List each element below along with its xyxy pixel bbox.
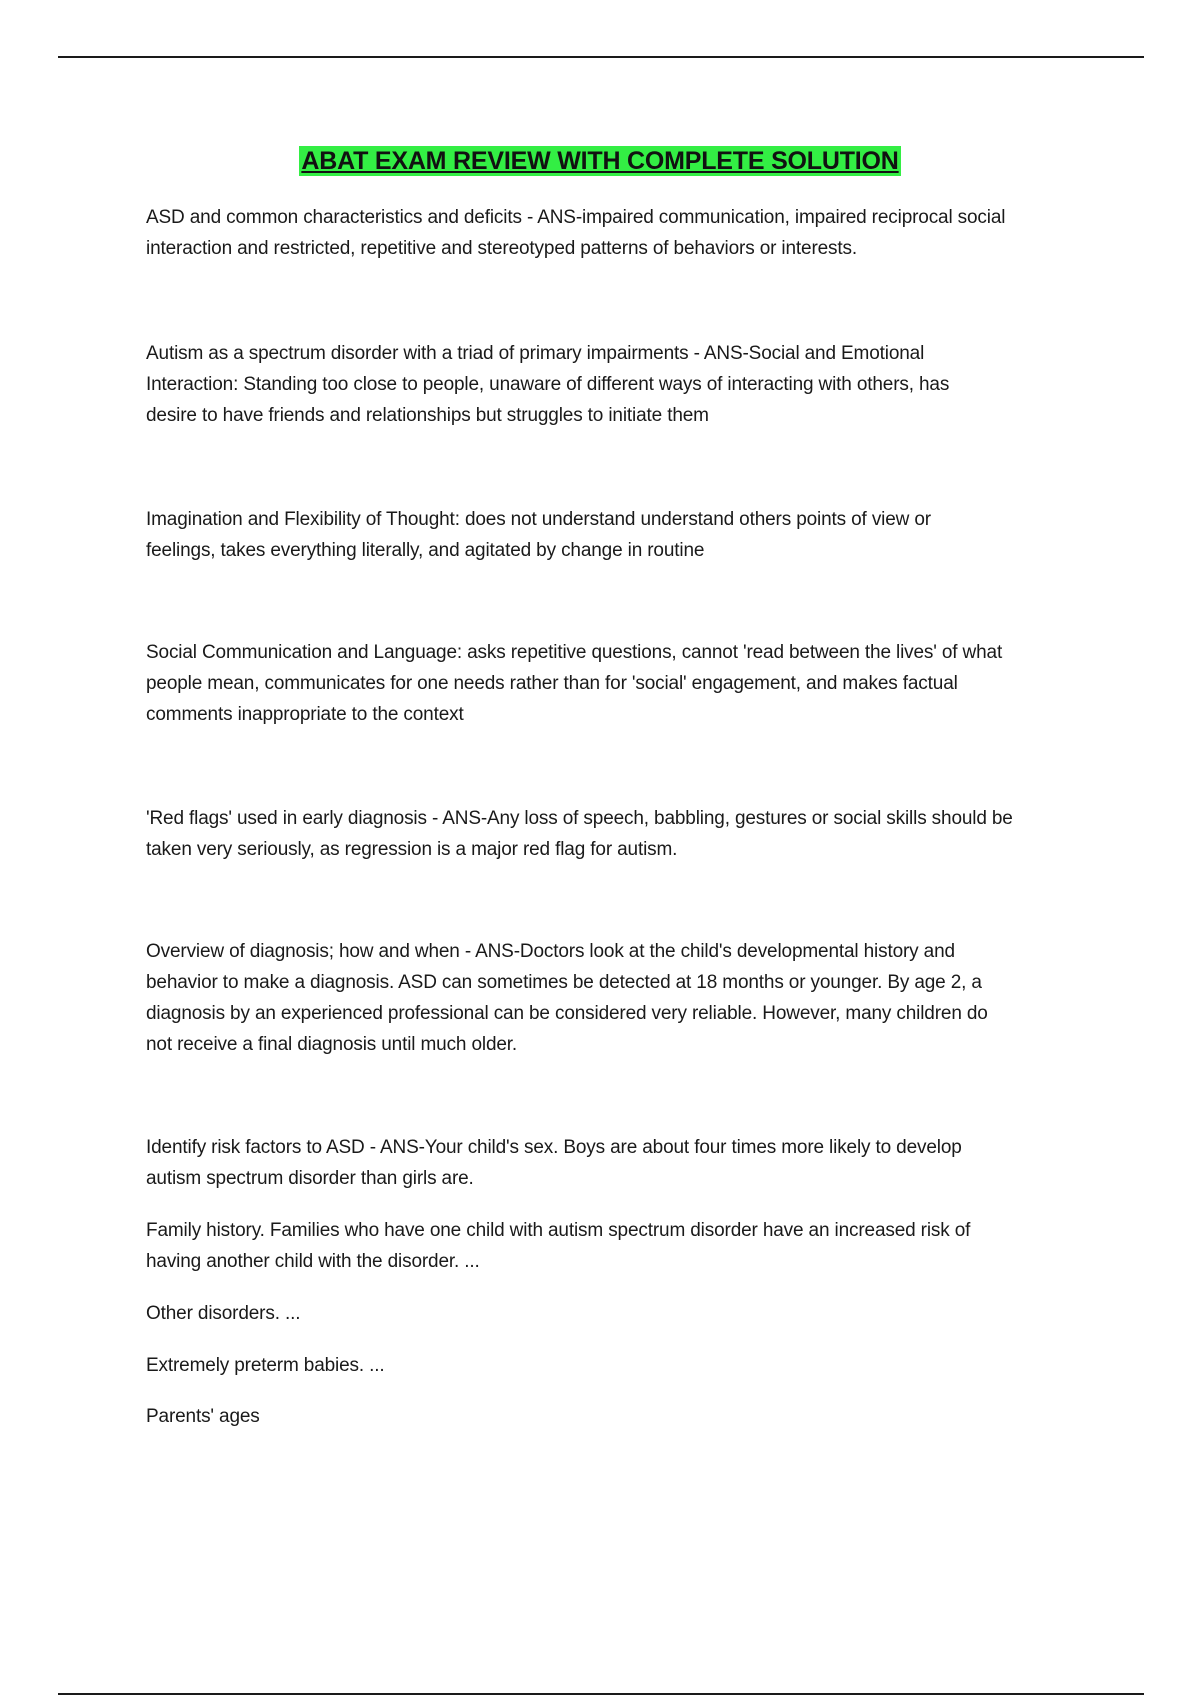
text-line: Identify risk factors to ASD - ANS-Your child's sex. Boys are about four times more likely to develop xyxy=(146,1137,962,1158)
text-line: autism spectrum disorder than girls are. xyxy=(146,1168,474,1189)
text-line: not receive a final diagnosis until much older. xyxy=(146,1034,518,1055)
paragraph-other-disorders xyxy=(146,1298,1086,1329)
paragraph-asd-characteristics xyxy=(146,202,1086,264)
text-line: desire to have friends and relationships but struggles to initiate them xyxy=(146,405,709,426)
paragraph-imagination xyxy=(146,504,1086,566)
text-line: Autism as a spectrum disorder with a triad of primary impairments - ANS-Social and Emotional xyxy=(146,343,925,364)
paragraph-preterm-babies xyxy=(146,1350,1086,1381)
text-line: Other disorders. ... xyxy=(146,1303,301,1324)
text-line: Imagination and Flexibility of Thought: does not understand understand others points of view or xyxy=(146,509,931,530)
paragraph-diagnosis-overview xyxy=(146,936,1086,1060)
text-line: Parents' ages xyxy=(146,1406,260,1427)
footer-rule xyxy=(58,1693,1144,1695)
document-title: ABAT EXAM REVIEW WITH COMPLETE SOLUTION xyxy=(301,147,899,175)
paragraph-family-history xyxy=(146,1215,1086,1277)
text-line: 'Red flags' used in early diagnosis - ANS-Any loss of speech, babbling, gestures or social skills should be xyxy=(146,808,1013,829)
text-line: diagnosis by an experienced professional can be considered very reliable. However, many children do xyxy=(146,1003,988,1024)
text-line: Social Communication and Language: asks repetitive questions, cannot 'read between the lives' of what xyxy=(146,642,1003,663)
text-line: taken very seriously, as regression is a major red flag for autism. xyxy=(146,839,678,860)
header-rule xyxy=(58,56,1144,58)
paragraph-parents-ages xyxy=(146,1401,1086,1432)
paragraph-red-flags xyxy=(146,803,1086,865)
text-line: having another child with the disorder. ... xyxy=(146,1251,480,1272)
paragraph-risk-factors xyxy=(146,1132,1086,1194)
text-line: behavior to make a diagnosis. ASD can sometimes be detected at 18 months or younger. By age 2, a xyxy=(146,972,982,993)
paragraph-social-communication xyxy=(146,637,1086,730)
text-line: Family history. Families who have one child with autism spectrum disorder have an increased risk of xyxy=(146,1220,971,1241)
text-line: ASD and common characteristics and deficits - ANS-impaired communication, impaired reciprocal social xyxy=(146,207,1006,228)
paragraph-triad-impairments xyxy=(146,338,1086,431)
text-line: Interaction: Standing too close to people, unaware of different ways of interacting with others, has xyxy=(146,374,950,395)
text-line: interaction and restricted, repetitive and stereotyped patterns of behaviors or interests. xyxy=(146,238,858,259)
title-container xyxy=(0,146,1200,176)
text-line: people mean, communicates for one needs rather than for 'social' engagement, and makes factual xyxy=(146,673,958,694)
text-line: Overview of diagnosis; how and when - ANS-Doctors look at the child's developmental history and xyxy=(146,941,955,962)
text-line: feelings, takes everything literally, and agitated by change in routine xyxy=(146,540,705,561)
text-line: Extremely preterm babies. ... xyxy=(146,1355,385,1376)
text-line: comments inappropriate to the context xyxy=(146,704,464,725)
